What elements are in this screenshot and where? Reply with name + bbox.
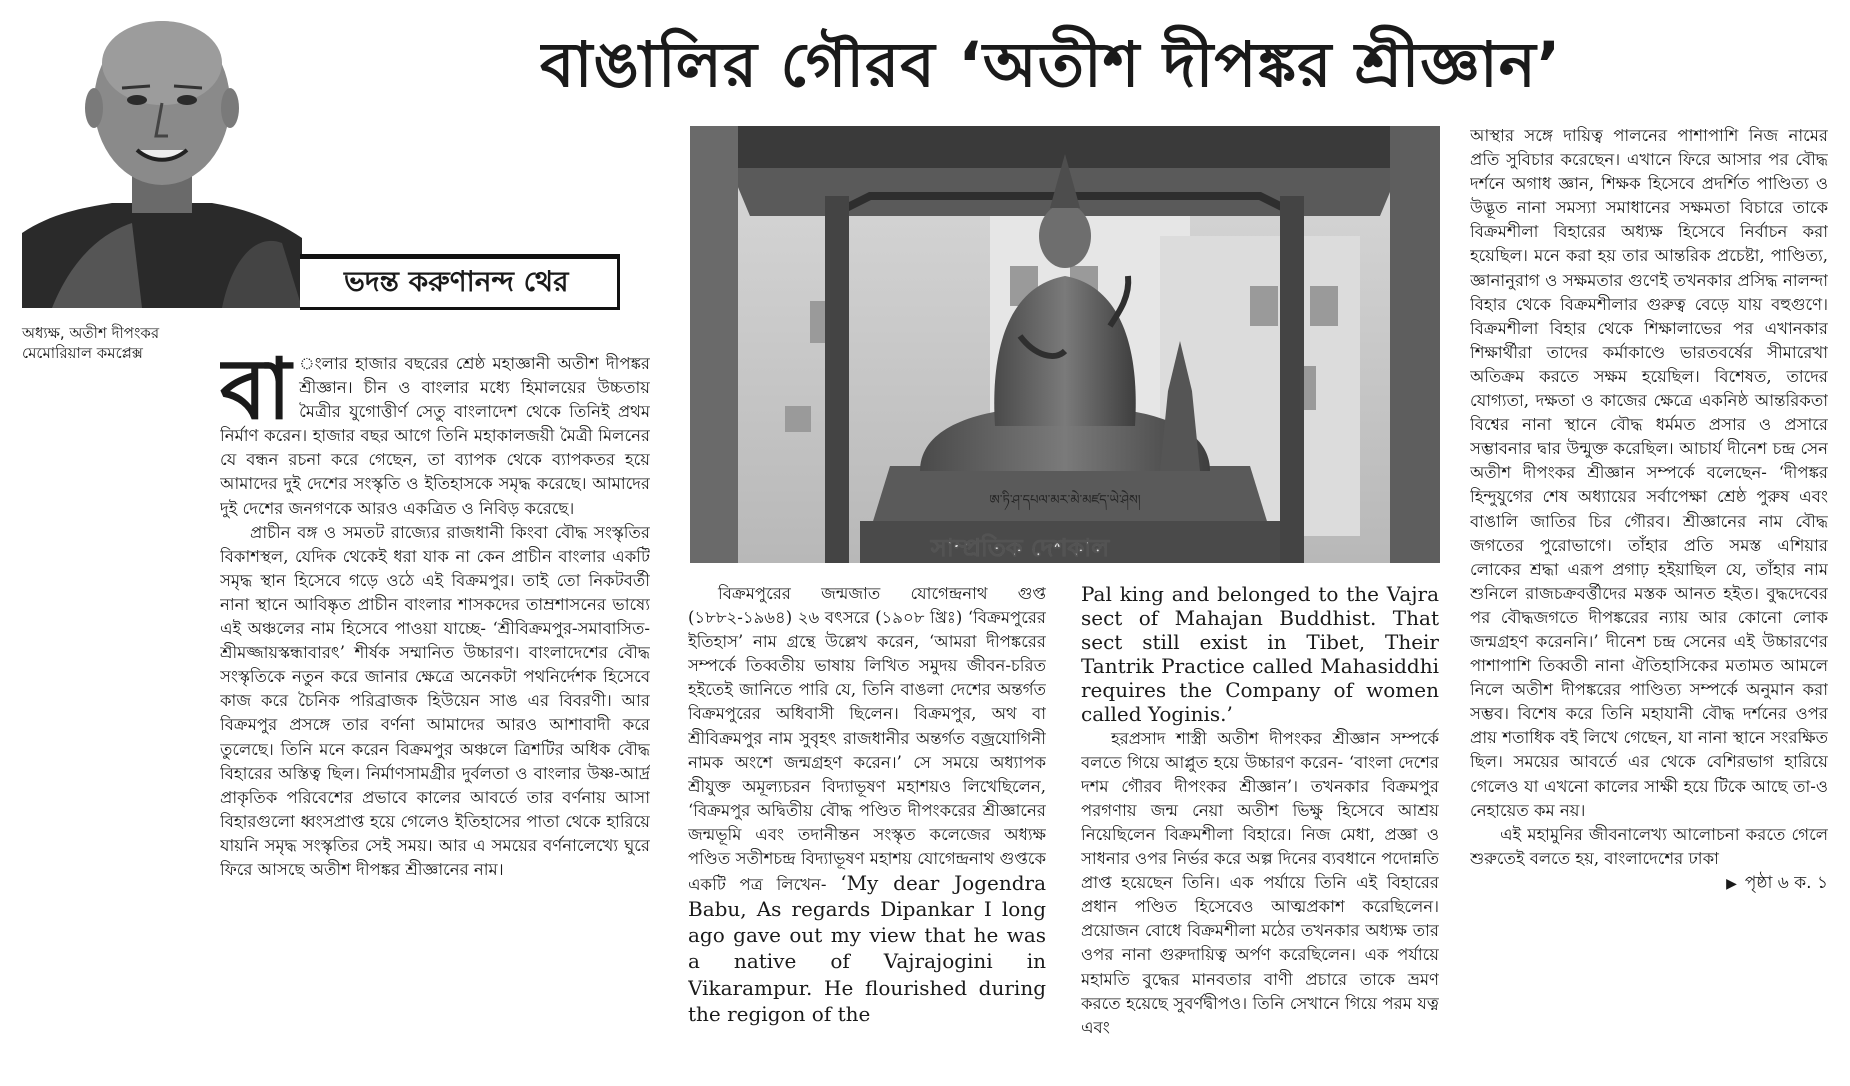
- col4-paragraph-2: এই মহামুনির জীবনালেখ্য আলোচনা করতে গেলে শুরুতেই বলতে হয়, বাংলাদেশের ঢাকা: [1470, 824, 1828, 868]
- col1-paragraph-2: প্রাচীন বঙ্গ ও সমতট রাজ্যের রাজধানী কিংবা বৌদ্ধ সংস্কৃতির বিকাশস্থল, যেদিক থেকেই ধরা যাক না কেন প্রাচীন বাংলার একটি সমৃদ্ধ স্থান হিসেবে গড়ে ওঠে এই বিক্রমপুর। তাই তো নিকটবর্তী নানা স্থানে আবিষ্কৃত প্রাচীন বাংলার শাসকদের তাম্রশাসনের ভাষ্যে এই অঞ্চলের নাম হিসেবে পাওয়া যাচ্ছে- ‘শ্রীবিক্রমপুর-সমাবাসিত-শ্রীমজ্জায়স্কন্ধাবারৎ’ শীর্ষক সম্মানিত উচ্চারণ। বাংলাদেশের বৌদ্ধ সংস্কৃতিকে নতুন করে জানার ক্ষেত্রে অনেকটা পথনির্দেশক হিসেবে কাজ করে চৈনিক পরিব্রাজক হিউয়েন সাঙ এর বিবরণী। আর বিক্রমপুর প্রসঙ্গে তার বর্ণনা আমাদের আরও আশাবাদী করে তুলেছে। তিনি মনে করেন বিক্রমপুর অঞ্চলে ত্রিশটির অধিক বৌদ্ধ বিহারের অস্তিত্ব ছিল। নির্মাণসামগ্রীর দুর্বলতা ও বাংলার উষ্ণ-আর্দ্র প্রাকৃতিক পরিবেশের প্রভাবে কালের আবর্তে তার বর্ণনায় আসা বিহারগুলো ধ্বংসপ্রাপ্ত হয়ে গেলেও ইতিহাসের পাতা থেকে হারিয়ে যায়নি সমৃদ্ধ সংস্কৃতির সেই সময়। আর এ সময়ের বর্ণনালেখ্যে ঘুরে ফিরে আসছে অতীশ দীপঙ্কর শ্রীজ্ঞানের নাম।: [220, 522, 650, 879]
- author-byline: [300, 254, 620, 310]
- continued-jump: [1470, 871, 1828, 896]
- article-column-2: [688, 582, 1046, 1077]
- article-column-3: [1081, 582, 1439, 1077]
- col3-paragraph: হরপ্রসাদ শাস্ত্রী অতীশ দীপংকর শ্রীজ্ঞান সম্পর্কে বলতে গিয়ে আপ্লুত হয়ে উচ্চারণ করেন- ‘বাংলা দেশের দশম গৌরব দীপংকর শ্রীজ্ঞান’। তখনকার বিক্রমপুর পরগণায় জন্ম নেয়া অতীশ ভিক্ষু হিসেবে আশ্রয় নিয়েছিলেন বিক্রমশীলা বিহারে। নিজ মেধা, প্রজ্ঞা ও সাধনার ওপর নির্ভর করে অল্প দিনের ব্যবধানে পদোন্নতি প্রাপ্ত হয়েছেন তিনি। এক পর্যায়ে তিনি এই বিহারের প্রধান পণ্ডিত হিসেবেও আত্মপ্রকাশ করেছিলেন। প্রয়োজন বোধে বিক্রমশীলা মঠের তখনকার অধ্যক্ষ তার ওপর নানা গুরুদায়িত্ব অর্পণ করেছিলেন। এক পর্যায়ে মহামতি বুদ্ধের মানবতার বাণী প্রচারে তাকে ভ্রমণ করতে হয়েছে সুবর্ণদ্বীপও। তিনি সেখানে গিয়ে পরম যত্ন এবং: [1081, 728, 1439, 1037]
- triangle-right-icon: ▶: [1726, 875, 1737, 892]
- author-caption: [22, 323, 222, 363]
- col3-english-quote: Pal king and belonged to the Vajra sect of Mahajan Buddhist. That sect still exist in Tibet, Their Tantrik Practice called Mahasiddhi requires the Company of women called Yoginis.’: [1081, 582, 1439, 727]
- col2-paragraph: বিক্রমপুরের জন্মজাত যোগেন্দ্রনাথ গুপ্ত (১৮৮২-১৯৬৪) ২৬ বৎসরে (১৯০৮ খ্রিঃ) ‘বিক্রমপুরের ইতিহাস’ নাম গ্রন্থে উল্লেখ করেন, ‘আমরা দীপঙ্করের সম্পর্কে তিব্বতীয় ভাষায় লিখিত সমুদয় জীবন-চরিত হইতেই জানিতে পারি যে, তিনি বাঙলা দেশের অন্তর্গত বিক্রমপুরের অধিবাসী ছিলেন। বিক্রমপুর, অথ বা শ্রীবিক্রমপুর নাম সুবৃহৎ রাজধানীর অন্তর্গত বজ্রযোগিনী নামক অংশে জন্মগ্রহণ করেন।’ সে সময়ে অধ্যাপক শ্রীযুক্ত অমূল্যচরন বিদ্যাভূষণ মহাশয়ও লিখেছিলেন, ‘বিক্রমপুর অদ্বিতীয় বৌদ্ধ পণ্ডিত দীপংকরের শ্রীজ্ঞানের জন্মভূমি এবং তদানীন্তন সংস্কৃত কলেজের অধ্যক্ষ পণ্ডিত সতীশচন্দ্র বিদ্যাভূষণ মহাশয় যোগেন্দ্রনাথ গুপ্তকে একটি পত্র লিখেন-: [688, 584, 1046, 895]
- col2-english-quote: ‘My dear Jogendra Babu, As regards Dipankar I long ago gave out my view that he was a native of Vajrajogini in Vikarampur. He flourished during the regigon of the: [688, 871, 1046, 1026]
- author-name: ভদন্ত করুণানন্দ থের: [344, 264, 569, 298]
- statue-inscription: ཨ་ཏི་ཤ་དཔལ་མར་མེ་མཛད་ཡེ་ཤེས།: [989, 493, 1141, 508]
- dropcap: বা: [220, 352, 292, 438]
- author-portrait: [22, 8, 302, 308]
- continued-page: পৃষ্ঠা ৬ ক. ১: [1744, 872, 1828, 893]
- caption-line-2: মেমোরিয়াল কমপ্লেক্স: [22, 344, 143, 362]
- headline: বাঙালির গৌরব ‘অতীশ দীপঙ্কর শ্রীজ্ঞান’: [540, 28, 1562, 101]
- statue-photo: [690, 126, 1440, 563]
- col1-paragraph-1: ংলার হাজার বছরের শ্রেষ্ঠ মহাজ্ঞানী অতীশ দীপঙ্কর শ্রীজ্ঞান। চীন ও বাংলার মধ্যে হিমালয়ের উচ্চতায় মৈত্রীর যুগোত্তীর্ণ সেতু বাংলাদেশ থেকে তিনিই প্রথম নির্মাণ করেন। হাজার বছর আগে তিনি মহাকালজয়ী মৈত্রী মিলনের যে বন্ধন রচনা করে গেছেন, তা ব্যাপক থেকে ব্যাপকতর হয়ে আমাদের দুই দেশের সংস্কৃতি ও ইতিহাসকে সমৃদ্ধ করেছে। আমাদের দুই দেশের জনগণকে আরও একত্রিত ও নিবিড় করেছে।: [220, 354, 650, 518]
- photo-watermark: সাম্প্রতিক দেশকাল: [930, 534, 1110, 562]
- article-column-1: [220, 352, 650, 1077]
- col4-paragraph-1: আস্থার সঙ্গে দায়িত্ব পালনের পাশাপাশি নিজ নামের প্রতি সুবিচার করেছেন। এখানে ফিরে আসার পর বৌদ্ধ দর্শনে অগাধ জ্ঞান, শিক্ষক হিসেবে প্রদর্শিত পাণ্ডিত্য ও উদ্ভূত নানা সমস্যা সমাধানের সক্ষমতা বিচারে তাকে বিক্রমশীলা বিহারের অধ্যক্ষ হিসেবে নির্বাচন করা হয়েছিল। মনে করা হয় তার আন্তরিক প্রচেষ্টা, পাণ্ডিত্য, জ্ঞানানুরাগ ও সক্ষমতার গুণেই তখনকার প্রসিদ্ধ নালন্দা বিহার থেকে বিক্রমশীলার গুরুত্ব বেড়ে যায় বহুগুণে। বিক্রমশীলা বিহার থেকে শিক্ষালাভের পর এখানকার শিক্ষার্থীরা তাদের কর্মাকাণ্ডে ভারতবর্ষের সীমারেখা অতিক্রম করতে সক্ষম হয়েছিল। বিশেষত, তাদের যোগ্যতা, দক্ষতা ও কাজের ক্ষেত্রে একনিষ্ঠ আন্তরিকতা বিশ্বের নানা স্থানে বৌদ্ধ ধর্মমত প্রসার ও প্রসারে সম্ভাবনার দ্বার উন্মুক্ত করেছিল। আচার্য দীনেশ চন্দ্র সেন অতীশ দীপংকর শ্রীজ্ঞান সম্পর্কে বলেছেন- ‘দীপঙ্কর হিন্দুযুগের শেষ অধ্যায়ের সর্বাপেক্ষা শ্রেষ্ঠ পুরুষ এবং বাঙালি জাতির চির গৌরব। শ্রীজ্ঞানের নাম বৌদ্ধ জগতের পুরোভাগে। তাঁহার প্রতি সমস্ত এশিয়ার লোকের শ্রদ্ধা এরূপ প্রগাঢ় হইয়াছিল যে, তাঁহার নাম শুনিলে রাজচক্রবর্ত্তীদের মস্তক আনত হইত। বুদ্ধদেবের পর বৌদ্ধজগতে দীপঙ্করের ন্যায় আর কোনো লোক জন্মগ্রহণ করেননি।’ দীনেশ চন্দ্র সেনের এই উচ্চারণের পাশাপাশি তিব্বতী নানা ঐতিহাসিকের মতামত আমলে নিলে অতীশ দীপঙ্করের পাণ্ডিত্য সম্পর্কে অনুমান করা সম্ভব। বিশেষ করে তিনি মহাযানী বৌদ্ধ দর্শনের ওপর প্রায় শতাধিক বই লিখে গেছেন, যা নানা স্থানে সংরক্ষিত ছিল। সময়ের আবর্তে এর থেকে বেশিরভাগ হারিয়ে গেলেও যা এখনো কালের সাক্ষী হয়ে টিকে আছে তা-ও নেহায়েত কম নয়।: [1470, 126, 1828, 820]
- article-column-4: [1470, 124, 1828, 1064]
- caption-line-1: অধ্যক্ষ, অতীশ দীপংকর: [22, 324, 160, 342]
